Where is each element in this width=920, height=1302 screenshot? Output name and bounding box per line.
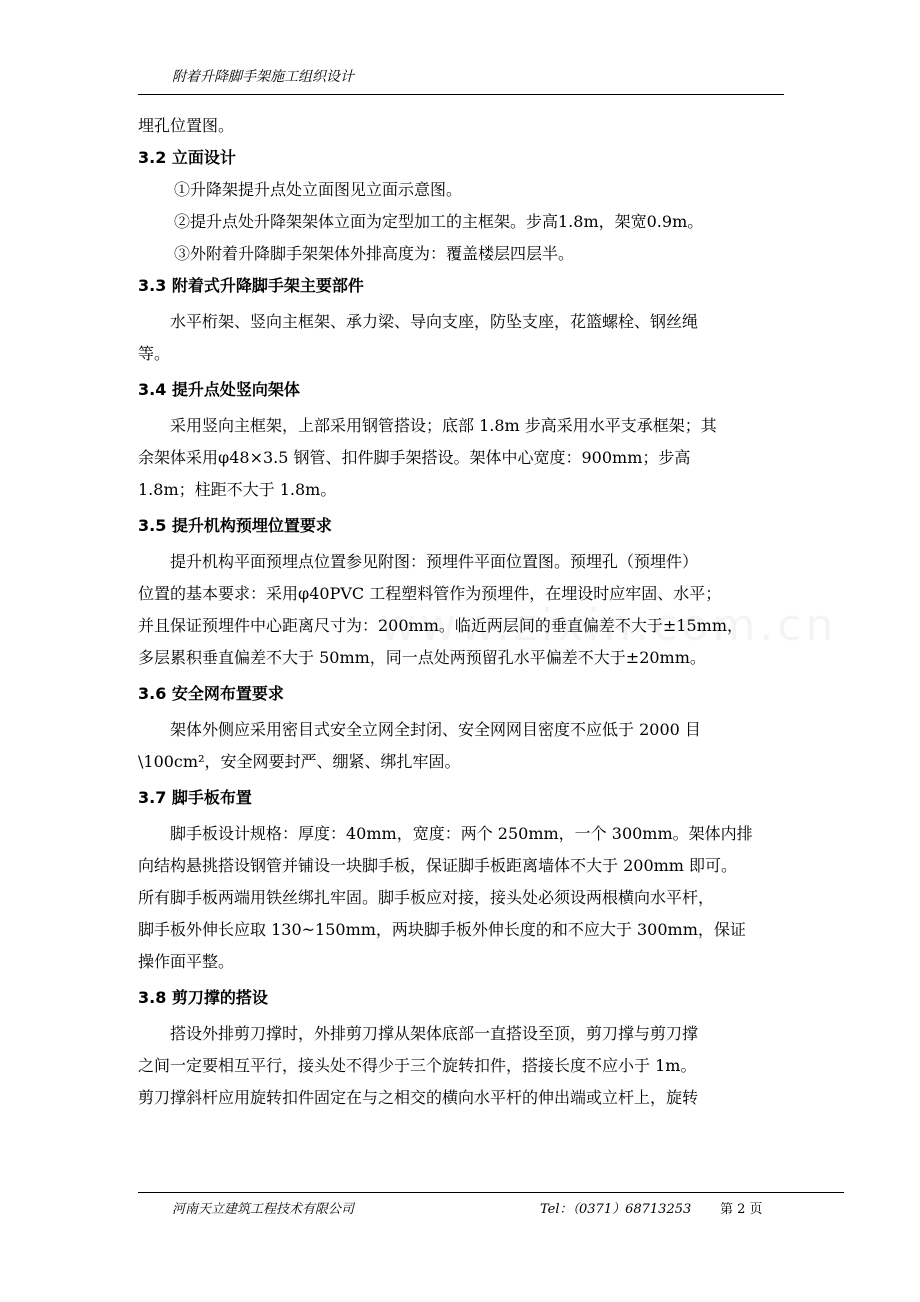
s38-line-2: 之间一定要相互平行，接头处不得少于三个旋转扣件，搭接长度不应小于 1m。 (138, 1056, 697, 1075)
s37-line-4: 脚手板外伸长应取 130~150mm，两块脚手板外伸长度的和不应大于 300mm，保证 (138, 920, 746, 939)
footer-tel: Tel：（0371）68713253 (540, 1202, 692, 1217)
intro-line: 埋孔位置图。 (138, 116, 235, 135)
section-heading-3-8: 3.8 剪刀撑的搭设 (138, 988, 268, 1007)
s33-line-2: 等。 (138, 344, 171, 363)
section-heading-3-4: 3.4 提升点处竖向架体 (138, 380, 300, 399)
s34-line-2: 余架体采用φ48×3.5 钢管、扣件脚手架搭设。架体中心宽度：900mm；步高 (138, 448, 691, 467)
section-heading-3-3: 3.3 附着式升降脚手架主要部件 (138, 276, 364, 295)
page-number: 第 2 页 (720, 1202, 763, 1217)
s32-item-3: ③外附着升降脚手架架体外排高度为：覆盖楼层四层半。 (174, 244, 575, 263)
footer-rule (138, 1192, 844, 1193)
s34-line-3: 1.8m；柱距不大于 1.8m。 (138, 480, 337, 499)
s37-line-3: 所有脚手板两端用铁丝绑扎牢固。脚手板应对接，接头处必须设两根横向水平杆， (138, 888, 715, 907)
s35-line-4: 多层累积垂直偏差不大于 50mm，同一点处两预留孔水平偏差不大于±20mm。 (138, 648, 706, 667)
header-title: 附着升降脚手架施工组织设计 (172, 69, 354, 85)
s35-line-2: 位置的基本要求：采用φ40PVC 工程塑料管作为预埋件，在埋设时应牢固、水平； (138, 584, 722, 603)
s35-line-3: 并且保证预埋件中心距离尺寸为：200mm。临近两层间的垂直偏差不大于±15mm， (138, 616, 743, 635)
s36-line-1: 架体外侧应采用密目式安全立网全封闭、安全网网目密度不应低于 2000 目 (170, 720, 701, 739)
s32-item-1: ①升降架提升点处立面图见立面示意图。 (174, 180, 463, 199)
s33-line-1: 水平桁架、竖向主框架、承力梁、导向支座，防坠支座，花篮螺栓、钢丝绳 (170, 312, 699, 331)
s38-line-3: 剪刀撑斜杆应用旋转扣件固定在与之相交的横向水平杆的伸出端或立杆上，旋转 (138, 1088, 699, 1107)
s32-item-2: ②提升点处升降架架体立面为定型加工的主框架。步高1.8m，架宽0.9m。 (174, 212, 704, 231)
section-heading-3-5: 3.5 提升机构预埋位置要求 (138, 516, 332, 535)
s36-line-2: \100cm²，安全网要封严、绷紧、绑扎牢固。 (138, 752, 461, 771)
s34-line-1: 采用竖向主框架，上部采用钢管搭设；底部 1.8m 步高采用水平支承框架；其 (170, 416, 717, 435)
s37-line-5: 操作面平整。 (138, 952, 235, 971)
footer-company: 河南天立建筑工程技术有限公司 (172, 1202, 355, 1217)
s38-line-1: 搭设外排剪刀撑时，外排剪刀撑从架体底部一直搭设至顶，剪刀撑与剪刀撑 (170, 1024, 699, 1043)
section-heading-3-6: 3.6 安全网布置要求 (138, 684, 284, 703)
s35-line-1: 提升机构平面预埋点位置参见附图：预埋件平面位置图。预埋孔（预埋件） (170, 552, 699, 571)
document-body (138, 110, 788, 1114)
s37-line-1: 脚手板设计规格：厚度：40mm，宽度：两个 250mm，一个 300mm。架体内排 (170, 824, 753, 843)
section-heading-3-7: 3.7 脚手板布置 (138, 788, 252, 807)
header-rule (138, 94, 784, 95)
s37-line-2: 向结构悬挑搭设钢管并铺设一块脚手板，保证脚手板距离墙体不大于 200mm 即可。 (138, 856, 738, 875)
section-heading-3-2: 3.2 立面设计 (138, 148, 236, 167)
